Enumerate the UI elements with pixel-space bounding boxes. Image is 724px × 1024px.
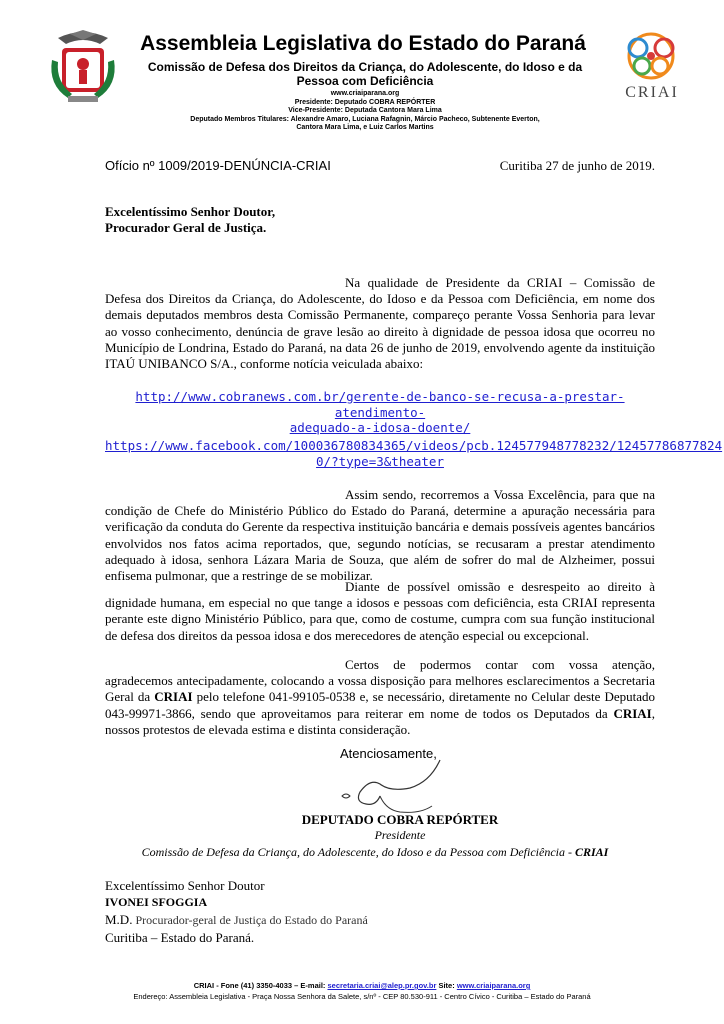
commission-name [135, 60, 595, 88]
document-date: Curitiba 27 de junho de 2019. [499, 158, 655, 173]
header-website: www.criaiparana.org [330, 90, 400, 97]
header-vice-president: Vice-Presidente: Deputada Cantora Mara Lima [288, 107, 442, 114]
footer-contact [20, 981, 704, 990]
footer-email-link[interactable]: secretaria.criai@alep.pr.gov.br [327, 981, 437, 990]
signer-name: DEPUTADO COBRA REPÓRTER [301, 812, 499, 827]
paragraph-1-text: Na qualidade de Presidente da CRIAI – Comissão de Defesa dos Direitos da Criança, do Adolescente, do Idoso e da Pessoa com Deficiência, em nome dos demais deputados membros desta Comissão Permanente, compareço perante Vossa Senhoria para levar ao vosso conhecimento, denúncia de grave lesão ao direito à dignidade de pessoa idosa que ocorreu no Município de Londrina, Estado do Paraná, na data 26 de junho de 2019, envolvendo agente da instituição ITAÚ UNIBANCO S/A., conforme notícia veiculada abaixo: [105, 275, 655, 372]
signer-role: Presidente [374, 828, 426, 842]
institution-title: Assembleia Legislativa do Estado do Paraná [140, 32, 586, 55]
criai-logo-text: CRIAI [625, 84, 679, 101]
news-link[interactable] [105, 389, 655, 436]
parana-coat-of-arms-icon [48, 30, 118, 110]
news-link-line2[interactable]: adequado-a-idosa-doente/ [289, 420, 471, 435]
commission-name-line1: Comissão de Defesa dos Direitos da Criança, do Adolescente, do Idoso e da [147, 60, 583, 74]
news-link-line1[interactable]: http://www.cobranews.com.br/gerente-de-banco-se-recusa-a-prestar-atendimento- [135, 389, 625, 420]
facebook-link-line2[interactable]: 0/?type=3&theater [316, 453, 444, 469]
recipient-title-rest: Procurador-geral de Justiça do Estado do Paraná [132, 913, 368, 927]
commission-name-line2: Pessoa com Deficiência [296, 74, 434, 88]
paragraph-3 [105, 579, 655, 644]
header-details [135, 90, 595, 133]
paragraph-4-criai-1: CRIAI [154, 689, 193, 705]
paragraph-4-text-e: , nossos protestos de elevada estima e distinta consideração. [105, 705, 655, 737]
signer-commission [100, 845, 650, 860]
closing-text: Atenciosamente, [340, 746, 437, 761]
recipient-city: Curitiba – Estado do Paraná. [105, 930, 255, 945]
paragraph-2 [105, 487, 655, 584]
salutation [105, 204, 275, 236]
footer-address: Endereço: Assembleia Legislativa - Praça Nossa Senhora da Salete, s/nº - CEP 80.530-911 - Centro Cívico - Curitiba – Estado do Paraná [133, 992, 591, 1001]
paragraph-4-criai-2: CRIAI [613, 705, 652, 721]
salutation-line2: Procurador Geral de Justiça. [105, 220, 267, 235]
paragraph-1 [105, 275, 655, 372]
footer-contact-text: CRIAI - Fone (41) 3350-4033 – E-mail: [193, 981, 328, 990]
signer-commission-criai: CRIAI [575, 845, 609, 859]
paragraph-2-text: Assim sendo, recorremos a Vossa Excelência, para que na condição de Chefe do Ministério Público do Estado do Paraná, determine a apuração necessária para verificação da conduta do Gerente da respectiva instituição bancária e demais possíveis agentes bancários envolvidos nos fatos acima reportados, que, segundo notícias, se recusaram a prestar atendimento adequado à idosa, senhora Lázara Maria de Souza, que além de sofrer do mal de Alzheimer, possui enfisema pulmonar, que a restringe de se mobilizar. [105, 487, 655, 584]
signer-commission-text: Comissão de Defesa da Criança, do Adolescente, do Idoso e da Pessoa com Deficiência - [141, 845, 575, 859]
facebook-link-line1[interactable]: https://www.facebook.com/100036780834365/videos/pcb.124577948778232/12457786877824 [105, 438, 723, 453]
recipient-title [105, 911, 368, 929]
recipient-line1: Excelentíssimo Senhor Doutor [105, 878, 265, 893]
paragraph-4-text-a: Certos de podermos contar com vossa atenção, agradecemos antecipadamente, colocando a vossa disposição para melhores esclarecimentos a Secretaria Geral da [105, 657, 655, 705]
header-members-line2: Cantora Mara Lima, e Luiz Carlos Martins [296, 124, 434, 131]
facebook-video-link[interactable] [105, 438, 723, 469]
header-members-line1: Deputado Membros Titulares: Alexandre Amaro, Luciana Rafagnin, Márcio Pacheco, Subtenente Everton, [190, 115, 540, 123]
header-president: Presidente: Deputado COBRA REPÓRTER [294, 98, 436, 106]
salutation-line1: Excelentíssimo Senhor Doutor, [105, 204, 276, 219]
recipient-address [105, 877, 368, 946]
paragraph-3-text: Diante de possível omissão e desrespeito ao direito à dignidade humana, em especial no que tange a idosos e pessoas com deficiência, esta CRIAI representa perante este digno Ministério Público, para que, como de costume, cumpra com sua função institucional de defesa dos direitos da pessoa idosa e dos merecedores de atenção especial ou excepcional. [105, 579, 655, 643]
paragraph-4 [105, 657, 655, 738]
footer-site-link[interactable]: www.criaiparana.org [456, 981, 531, 990]
document-reference: Ofício nº 1009/2019-DENÚNCIA-CRIAI [105, 158, 331, 173]
recipient-title-prefix: M.D. [105, 912, 133, 927]
recipient-name: IVONEI SFOGGIA [105, 895, 208, 909]
paragraph-4-text-c: pelo telefone 041-99105-0538 e, se necessário, diretamente no Celular deste Deputado 043-99971-3866, sendo que aproveitamos para reiterar em nome de todos os Deputados da [105, 689, 656, 721]
footer-site-label: Site: [436, 981, 457, 990]
